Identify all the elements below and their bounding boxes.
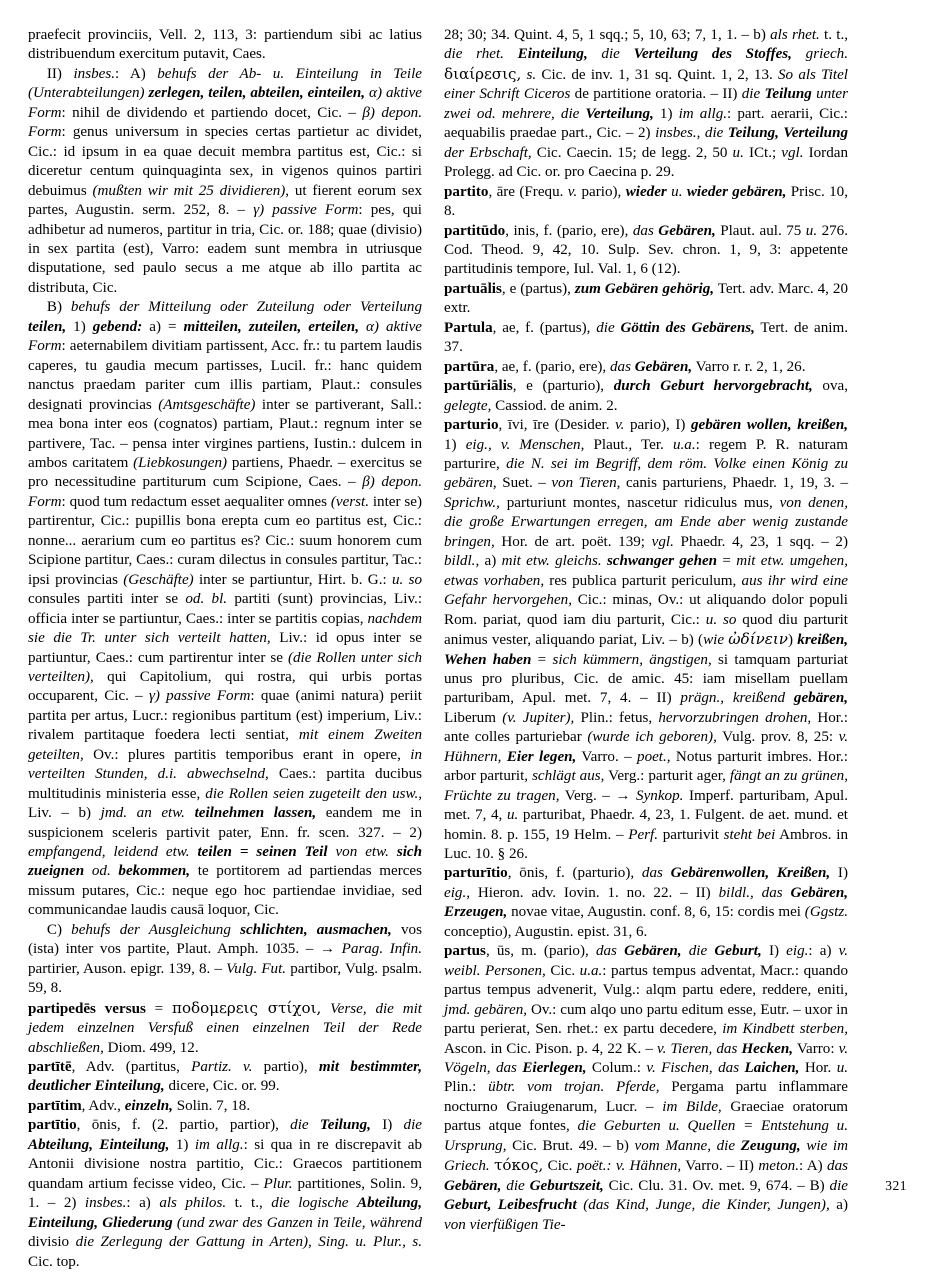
left-column bbox=[28, 26, 423, 1270]
entry-partitudo: partitūdo, inis, f. (pario, ere), das Gebären, Plaut. aul. 75 u. 276. Cod. Theod. 9, 42, 10. Sulp. Sev. chron. 1, 9, 3: appetente partitudinis tempore, Iul. Val. 1, 6 (12). bbox=[444, 222, 849, 278]
entry-parturio: parturio, īvi, īre (Desider. v. pario), I) gebären wollen, kreißen, 1) eig., v. Menschen, Plaut., Ter. u.a.: regem P. R. naturam parturire, die N. sei im Begriff, dem röm. Volke einen König zu gebären, Suet. – von Tieren, canis parturiens, Phaedr. 1, 19, 3. – Sprichw., parturiunt montes, nascetur ridiculus mus, von denen, die große Erwartungen erregen, am Ende aber wenig zustande bringen, Hor. de art. poët. 139; vgl. Phaedr. 4, 23, 1 sqq. – 2) bildl., a) mit etw. gleichs. schwanger gehen = mit etw. umgehen, etwas vorhaben, res publica parturit periculum, aus ihr wird eine Gefahr hervorgehen, Cic.: minas, Ov.: ut aliquando dolor populi Rom. pariat, quod iam diu parturit, Cic.: u. so quod diu parturit animus vester, aliquando pariat, Liv. – b) (wie ὠδίνειν) kreißen, Wehen haben = sich kümmern, ängstigen, si tamquam parturiat unus pro pluribus, Cic. de amic. 45: iam misellam puellam parturibam, Apul. met. 7, 4. – II) prägn., kreißend gebären, Liberum (v. Jupiter), Plin.: fetus, hervorzubringen drohen, Hor.: ante colles parturiebar (wurde ich geboren), Vulg. prov. 8, 25: v. Hühnern, Eier legen, Varro. – poet., Notus parturit imbres. Hor.: arbor parturit, schlägt aus, Verg.: parturit ager, fängt an zu grünen, Früchte zu tragen, Verg. – → Synkop. Imperf. parturibam, Apul. met. 7, 4, u. parturibat, Phaedr. 4, 23, 1. Fulgent. de aet. mund. et homin. 8. p. 155, 19 Helm. – Perf. parturivit steht bei Ambros. in Luc. 10. § 26. bbox=[444, 417, 849, 863]
entry-partula: Partula, ae, f. (partus), die Göttin des Gebärens, Tert. de anim. 37. bbox=[444, 319, 848, 356]
page-number: 321 bbox=[885, 1178, 907, 1193]
entry-partipedes-versus: partipedēs versus = ποδομερεις στίχοι, Verse, die mit jedem einzelnen Versfuß einen einzelnen Teil der Rede abschließen, Diom. 499, 12. bbox=[28, 998, 422, 1056]
text-block-partior-I-cont: praefecit provinciis, Vell. 2, 113, 3: partiendum sibi ac latius distribuendum exercitum putavit, Caes. bbox=[28, 27, 422, 63]
entry-partura: partūra, ae, f. (pario, ere), das Gebären, Varro r. r. 2, 1, 26. bbox=[444, 358, 806, 375]
entry-partito: partito, āre (Frequ. v. pario), wieder u. wieder gebären, Prisc. 10, 8. bbox=[444, 183, 848, 220]
entry-partualis: partuālis, e (partus), zum Gebären gehörig, Tert. adv. Marc. 4, 20 extr. bbox=[444, 280, 848, 317]
entry-partite: partītē, Adv. (partitus, Partiz. v. partio), mit bestimmter, deutlicher Einteilung, dicere, Cic. or. 99. bbox=[28, 1059, 422, 1095]
entry-partitio: partītio, ōnis, f. (2. partio, partior), die Teilung, I) die Abteilung, Einteilung, 1) im allg.: si qua in re discrepavit ab Antonii divisione nostra partitio, Cic.: Graecos partitionem quandam artium fecisse video, Cic. – Plur. partitiones, Solin. 9, 1. – 2) insbes.: a) als philos. t. t., die logische Abteilung, Einteilung, Gliederung (und zwar des Ganzen in Teile, während divisio die Zerlegung der Gattung in Arten), Sing. u. Plur., s. Cic. top. bbox=[28, 1117, 423, 1270]
text-block-partior-B: B) behufs der Mitteilung oder Zuteilung oder Verteilung teilen, 1) gebend: a) = mitteilen, zuteilen, erteilen, α) aktive Form: aeternabilem divitiam partissent, Acc. fr.: tu partem laudis caperes, tu gaudia mecum partisses, Lucil. fr.: hanc quidem nanctus praedam pariter cum illis partiam, Plaut.: consules designati provincias (Amtsgeschäfte) inter se partiverant, Sall.: mea bona inter eos (cognatos) partiam, Plaut.: regnum inter se partivere, Tac. – pensa inter virgines partiens, Iustin.: dulcem in ambos caritatem (Liebkosungen) partiens, Phaedr. – exercitus se pro necessitudine partiturum cum Scipione, Caes. – β) depon. Form: quod tum redactum esset aequaliter omnes (verst. inter se) partirentur, Cic.: pupillis bona erepta cum eo partitus est, Cic.: nonne... aerarium cum eo partitus es? Cic.: suum honorem cum Scipione partitur, Caes.: curam dilectus in consules partitur, Tac.: ipsi provincias (Geschäfte) inter se partiuntur, Hirt. b. G.: u. so consules partiti inter se od. bl. partiti (sunt) provincias, Liv.: officia inter se partiuntur, Caes.: inter se partitis copias, nachdem sie die Tr. unter sich verteilt hatten, Liv.: id opus inter se partiuntur, Caes.: cum partirentur inter se (die Rollen unter sich verteilten), qui Capitolium, qui rostra, qui urbis portas occuparent, Cic. – γ) passive Form: quae (animi natura) periit partita per artus, Lucr.: regionibus partitum (est) imperium, Liv.: rivalem partitaque foedera lecti sentiat, mit einem Zweiten geteilten, Ov.: plures partitis temporibus erant in opere, in verteilten Stunden, d.i. abwechselnd, Caes.: partita ducibus multitudinis ministeria esse, die Rollen seien zugeteilt den usw., Liv. – b) jmd. an etw. teilnehmen lassen, eandem me in suspicionem sceleris partivit pater, Enn. fr. scen. 327. – 2) empfangend, leidend etw. teilen = seinen Teil von etw. sich zueignen od. bekommen, te portitorem ad partiendas merces missum putares, Cic.: neque ego hoc partiendae invidiae, sed communicandae laudis causā loquor, Cic. bbox=[28, 299, 423, 919]
text-block-partitio-cont: 28; 30; 34. Quint. 4, 5, 1 sqq.; 5, 10, 63; 7, 1, 1. – b) als rhet. t. t., die rhet. Einteilung, die Verteilung des Stoffes, griech. διαίρεσις, s. Cic. de inv. 1, 31 sq. Quint. 1, 2, 13. So als Titel einer Schrift Ciceros de partitione oratoria. – II) die Teilung unter zwei od. mehrere, die Verteilung, 1) im allg.: part. aerarii, Cic.: aequabilis praedae part., Cic. – 2) insbes., die Teilung, Verteilung der Erbschaft, Cic. Caecin. 15; de legg. 2, 50 u. ICt.; vgl. Iordan Prolegg. ad Cic. or. pro Caecina p. 29. bbox=[444, 27, 849, 181]
text-block-partior-C: C) behufs der Ausgleichung schlichten, ausmachen, vos (ista) inter vos partite, Plaut. Amph. 1035. – → Parag. Infin. partirier, Auson. epigr. 139, 8. – Vulg. Fut. partibor, Vulg. psalm. 59, 8. bbox=[28, 921, 422, 997]
entry-parturitio: parturītio, ōnis, f. (parturio), das Gebärenwollen, Kreißen, I) eig., Hieron. adv. Iovin. 1. no. 22. – II) bildl., das Gebären, Erzeugen, novae vitae, Augustin. conf. 8, 6, 15: cordis mei (Ggstz. conceptio), Augustin. epist. 31, 6. bbox=[444, 865, 848, 940]
entry-partitim: partītim, Adv., einzeln, Solin. 7, 18. bbox=[28, 1097, 251, 1114]
entry-parturialis: partūriālis, e (parturio), durch Geburt hervorgebracht, ova, gelegte, Cassiod. de anim. 2. bbox=[444, 378, 848, 414]
text-block-partior-II: II) insbes.: A) behufs der Ab- u. Einteilung in Teile (Unterabteilungen) zerlegen, teilen, abteilen, einteilen, α) aktive Form: nihil de dividendo et partiendo docet, Cic. – β) depon. Form: genus universum in species certas partietur ac dividet, Cic.: id ipsum in ea quae decuit membra partitus est, Cic.: si diceretur centum quinquaginta sex, in vigenos quinos partiri debuimus (mußten wir mit 25 dividieren), ut fierent eorum sex partes, Augustin. serm. 252, 8. – γ) passive Form: pes, qui adhibetur ad numeros, partitur in tria, Cic. or. 188; quae (divisio) in sex partita (est), Varro: eadem sunt membra in utriusque disputatione, sed paulo secus a me atque ab illo partita ac distributa, Cic. bbox=[28, 65, 422, 296]
right-column bbox=[444, 26, 849, 1233]
entry-partus: partus, ūs, m. (pario), das Gebären, die Geburt, I) eig.: a) v. weibl. Personen, Cic. u.a.: partus tempus adventat, Macr.: quando partus tempus advenerit, Vulg.: alqm partu edere, reddere, eniti, jmd. gebären, Ov.: cum alqo uno partu editum esse, Eutr. – uxor in partu perierat, Sen. rhet.: ex partu decedere, im Kindbett sterben, Ascon. in Cic. Pison. p. 4, 22 K. – v. Tieren, das Hecken, Varro: v. Vögeln, das Eierlegen, Colum.: v. Fischen, das Laichen, Hor. u. Plin.: übtr. vom trojan. Pferde, Pergama partu inflammare nocturno Graiugenarum, Lucr. – im Bilde, Graeciae oratorum partus atque fontes, die Geburten u. Quellen = Entstehung u. Ursprung, Cic. Brut. 49. – b) vom Manne, die Zeugung, wie im Griech. τόκος, Cic. poët.: v. Hähnen, Varro. – II) meton.: A) das Gebären, die Geburtszeit, Cic. Clu. 31. Ov. met. 9, 674. – B) die Geburt, Leibesfrucht (das Kind, Junge, die Kinder, Jungen), a) von vierfüßigen Tie- bbox=[444, 943, 849, 1233]
